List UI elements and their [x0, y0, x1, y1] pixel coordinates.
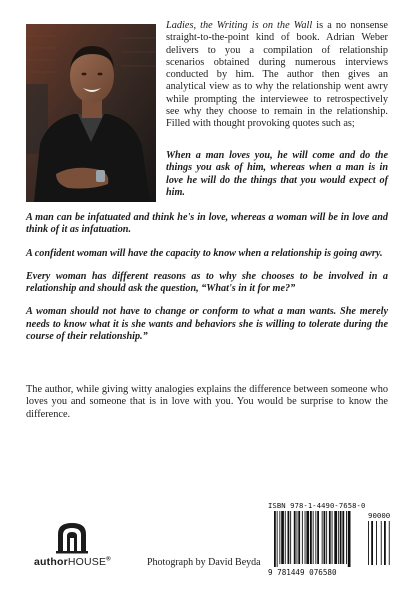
book-title: Ladies, the Writing is on the Wall — [166, 20, 313, 31]
barcode-bar — [329, 511, 331, 564]
closing-text: The author, while giving witty analogies explains the difference between someone who loves you and someone that is in love with you. You would be surprise to know the difference. — [26, 384, 388, 420]
barcode-bar — [294, 511, 296, 564]
author-photo-image — [26, 24, 156, 202]
barcode-addon: 90000 — [368, 511, 391, 520]
quote-4: Every woman has different reasons as to why she chooses to be involved in a relationship and should ask the question, “What's in it for me?” — [26, 270, 388, 295]
author-photo — [26, 24, 156, 202]
barcode-bar — [310, 511, 312, 564]
barcode-bar — [332, 511, 333, 564]
quote-3: A confident woman will have the capacity to know when a relationship is going awry. — [26, 247, 383, 259]
barcode-bar — [340, 511, 342, 564]
barcode-bar — [346, 511, 347, 564]
publisher-name: authorHOUSE® — [34, 556, 111, 568]
barcode-bar — [277, 511, 278, 567]
addon-bar — [371, 521, 373, 565]
barcode-bar — [313, 511, 314, 564]
barcode-bar — [281, 511, 284, 564]
barcode-bar — [288, 511, 290, 564]
barcode-bar — [274, 511, 276, 567]
addon-bar — [381, 521, 382, 565]
photo-credit: Photograph by David Beyda — [147, 557, 261, 568]
barcode-bar — [297, 511, 298, 564]
barcode-bar — [290, 511, 291, 564]
barcode-bar — [279, 511, 280, 564]
barcode-bar — [298, 511, 300, 564]
barcode-bar — [285, 511, 286, 564]
barcode-bar — [338, 511, 339, 564]
barcode-bar — [317, 511, 319, 564]
isbn-number: ISBN 978-1-4490-7658-0 — [268, 501, 366, 510]
barcode-bar — [326, 511, 327, 564]
publisher-logo — [34, 520, 124, 570]
book-description — [166, 20, 388, 131]
barcode-bar — [348, 511, 351, 567]
barcode-bar — [342, 511, 344, 564]
barcode-bar — [315, 511, 316, 564]
barcode-digits: 9 781449 076580 — [268, 568, 337, 577]
barcode-bar — [302, 511, 303, 564]
addon-bar — [368, 521, 369, 565]
quote-1: When a man loves you, he will come and do the things you ask of him, whereas when a man is in love he will do the things that you would expect of him. — [166, 150, 388, 198]
quote-list — [26, 212, 388, 354]
addon-bar — [376, 521, 377, 565]
barcode-bar — [306, 511, 309, 564]
isbn-barcode — [268, 501, 396, 579]
addon-bar — [389, 521, 390, 565]
closing-paragraph — [26, 384, 388, 421]
addon-bar — [384, 521, 386, 565]
barcode-bar — [305, 511, 306, 564]
quote-2: A man can be infatuated and think he's in love, whereas a woman will be in love and think of it as infatuation. — [26, 212, 388, 236]
authorhouse-arch-logo-icon — [54, 520, 90, 554]
barcode-bar — [322, 511, 323, 564]
barcode-bar — [334, 511, 337, 564]
barcode-bar — [324, 511, 326, 564]
quote-5: A woman should not have to change or conform to what a man wants. She merely needs to know what it is she wants and behaviors she is willing to tolerate during the course of their relationship.” — [26, 306, 388, 343]
description-text: is a no nonsense straight-to-the-point kind of book. Adrian Weber delivers to you a compilation of relationship scenarios obtained during numerous interviews conducted by him. The author then gives an analytical view as to why the relationship went awry while prompting the interviewee to retrospectively see why they choose to remain in the relationship. Filled with thought provoking quotes such as; — [166, 20, 389, 130]
